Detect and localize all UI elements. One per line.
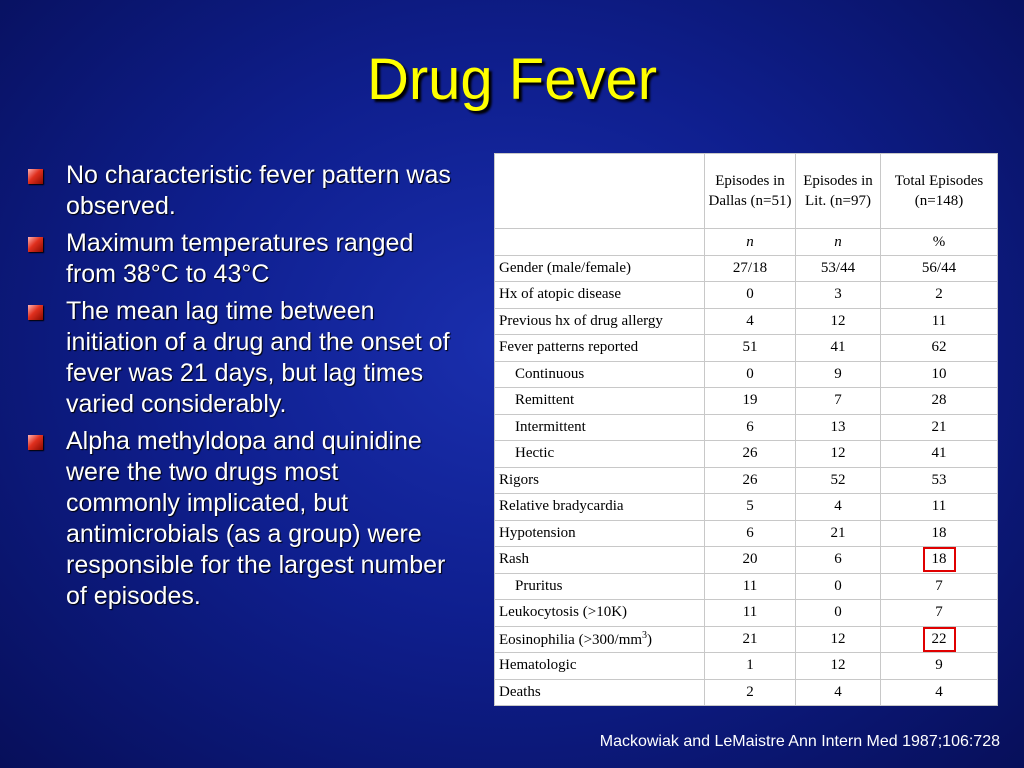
cell-dallas: 4 bbox=[705, 308, 796, 335]
table-row bbox=[495, 573, 998, 600]
row-label-text: Eosinophilia (>300/mm bbox=[499, 631, 643, 648]
table-row bbox=[495, 626, 998, 653]
cell-literature: 0 bbox=[796, 600, 881, 627]
table-row bbox=[495, 282, 998, 309]
table-row bbox=[495, 361, 998, 388]
cell-total: 11 bbox=[881, 308, 998, 335]
highlight-box: 18 bbox=[923, 547, 956, 572]
superscript: 3 bbox=[642, 629, 648, 641]
bullet-item bbox=[28, 160, 458, 222]
cell-literature: 21 bbox=[796, 520, 881, 547]
cell-total bbox=[881, 547, 998, 574]
cell-literature: 0 bbox=[796, 573, 881, 600]
cell-literature: 12 bbox=[796, 441, 881, 468]
table-row bbox=[495, 600, 998, 627]
square-bullet-icon bbox=[28, 237, 43, 252]
cell-literature: 53/44 bbox=[796, 255, 881, 282]
bullet-item bbox=[28, 296, 458, 420]
subheader-n: n bbox=[705, 229, 796, 256]
table-row bbox=[495, 308, 998, 335]
cell-total: 7 bbox=[881, 600, 998, 627]
row-label: Rigors bbox=[495, 467, 705, 494]
bullet-list bbox=[28, 160, 458, 618]
cell-literature: 4 bbox=[796, 679, 881, 706]
cell-dallas: 19 bbox=[705, 388, 796, 415]
cell-dallas: 6 bbox=[705, 414, 796, 441]
cell-dallas: 26 bbox=[705, 441, 796, 468]
cell-literature: 13 bbox=[796, 414, 881, 441]
subheader-blank bbox=[495, 229, 705, 256]
header-literature: Episodes in Lit. (n=97) bbox=[796, 154, 881, 229]
cell-literature: 12 bbox=[796, 626, 881, 653]
bullet-text: Maximum temperatures ranged from 38°C to 43°C bbox=[66, 229, 414, 288]
cell-dallas: 11 bbox=[705, 573, 796, 600]
cell-dallas: 5 bbox=[705, 494, 796, 521]
cell-literature: 6 bbox=[796, 547, 881, 574]
cell-dallas: 26 bbox=[705, 467, 796, 494]
cell-literature: 12 bbox=[796, 308, 881, 335]
cell-dallas: 51 bbox=[705, 335, 796, 362]
cell-total: 18 bbox=[881, 520, 998, 547]
row-label: Hx of atopic disease bbox=[495, 282, 705, 309]
row-label: Rash bbox=[495, 547, 705, 574]
cell-dallas: 2 bbox=[705, 679, 796, 706]
row-label: Hypotension bbox=[495, 520, 705, 547]
table-row bbox=[495, 255, 998, 282]
drug-fever-table bbox=[494, 153, 998, 706]
cell-dallas: 27/18 bbox=[705, 255, 796, 282]
row-label: Remittent bbox=[495, 388, 705, 415]
cell-total: 28 bbox=[881, 388, 998, 415]
cell-literature: 12 bbox=[796, 653, 881, 680]
row-label: Fever patterns reported bbox=[495, 335, 705, 362]
cell-total bbox=[881, 626, 998, 653]
table-row bbox=[495, 679, 998, 706]
row-label: Pruritus bbox=[495, 573, 705, 600]
table-row bbox=[495, 335, 998, 362]
cell-total: 11 bbox=[881, 494, 998, 521]
row-label: Intermittent bbox=[495, 414, 705, 441]
cell-dallas: 6 bbox=[705, 520, 796, 547]
slide-title: Drug Fever bbox=[366, 47, 658, 112]
row-label: Deaths bbox=[495, 679, 705, 706]
cell-dallas: 21 bbox=[705, 626, 796, 653]
cell-dallas: 11 bbox=[705, 600, 796, 627]
row-label: Continuous bbox=[495, 361, 705, 388]
cell-literature: 9 bbox=[796, 361, 881, 388]
header-blank bbox=[495, 154, 705, 229]
row-label: Hematologic bbox=[495, 653, 705, 680]
cell-total: 56/44 bbox=[881, 255, 998, 282]
square-bullet-icon bbox=[28, 169, 43, 184]
table-row bbox=[495, 547, 998, 574]
cell-dallas: 1 bbox=[705, 653, 796, 680]
bullet-item bbox=[28, 228, 458, 290]
cell-dallas: 0 bbox=[705, 282, 796, 309]
row-label: Relative bradycardia bbox=[495, 494, 705, 521]
cell-total: 41 bbox=[881, 441, 998, 468]
cell-total: 4 bbox=[881, 679, 998, 706]
subheader-percent: % bbox=[881, 229, 998, 256]
row-label: Hectic bbox=[495, 441, 705, 468]
table-subheader-row bbox=[495, 229, 998, 256]
cell-total: 21 bbox=[881, 414, 998, 441]
cell-literature: 41 bbox=[796, 335, 881, 362]
row-label bbox=[495, 626, 705, 653]
table-row bbox=[495, 494, 998, 521]
table-row bbox=[495, 653, 998, 680]
row-label: Previous hx of drug allergy bbox=[495, 308, 705, 335]
row-label: Gender (male/female) bbox=[495, 255, 705, 282]
cell-dallas: 20 bbox=[705, 547, 796, 574]
cell-dallas: 0 bbox=[705, 361, 796, 388]
subheader-n: n bbox=[796, 229, 881, 256]
table-row bbox=[495, 467, 998, 494]
header-dallas: Episodes in Dallas (n=51) bbox=[705, 154, 796, 229]
cell-total: 62 bbox=[881, 335, 998, 362]
bullet-text: No characteristic fever pattern was observed. bbox=[66, 161, 451, 220]
square-bullet-icon bbox=[28, 435, 43, 450]
row-label: Leukocytosis (>10K) bbox=[495, 600, 705, 627]
row-label-suffix: ) bbox=[647, 631, 653, 648]
citation: Mackowiak and LeMaistre Ann Intern Med 1987;106:728 bbox=[599, 733, 1000, 750]
table-row bbox=[495, 388, 998, 415]
cell-literature: 4 bbox=[796, 494, 881, 521]
table-row bbox=[495, 520, 998, 547]
highlight-box: 22 bbox=[923, 627, 956, 652]
cell-literature: 52 bbox=[796, 467, 881, 494]
cell-total: 7 bbox=[881, 573, 998, 600]
cell-total: 10 bbox=[881, 361, 998, 388]
cell-total: 2 bbox=[881, 282, 998, 309]
cell-literature: 7 bbox=[796, 388, 881, 415]
bullet-text: The mean lag time between initiation of a drug and the onset of fever was 21 days, but lag times varied considerably. bbox=[66, 297, 450, 418]
bullet-item bbox=[28, 426, 458, 612]
table-row bbox=[495, 441, 998, 468]
cell-total: 53 bbox=[881, 467, 998, 494]
table-row bbox=[495, 414, 998, 441]
bullet-text: Alpha methyldopa and quinidine were the two drugs most commonly implicated, but antimicrobials (as a group) were responsible for the largest number of episodes. bbox=[66, 427, 446, 610]
cell-literature: 3 bbox=[796, 282, 881, 309]
header-total: Total Episodes (n=148) bbox=[881, 154, 998, 229]
table-header-row bbox=[495, 154, 998, 229]
cell-total: 9 bbox=[881, 653, 998, 680]
square-bullet-icon bbox=[28, 305, 43, 320]
